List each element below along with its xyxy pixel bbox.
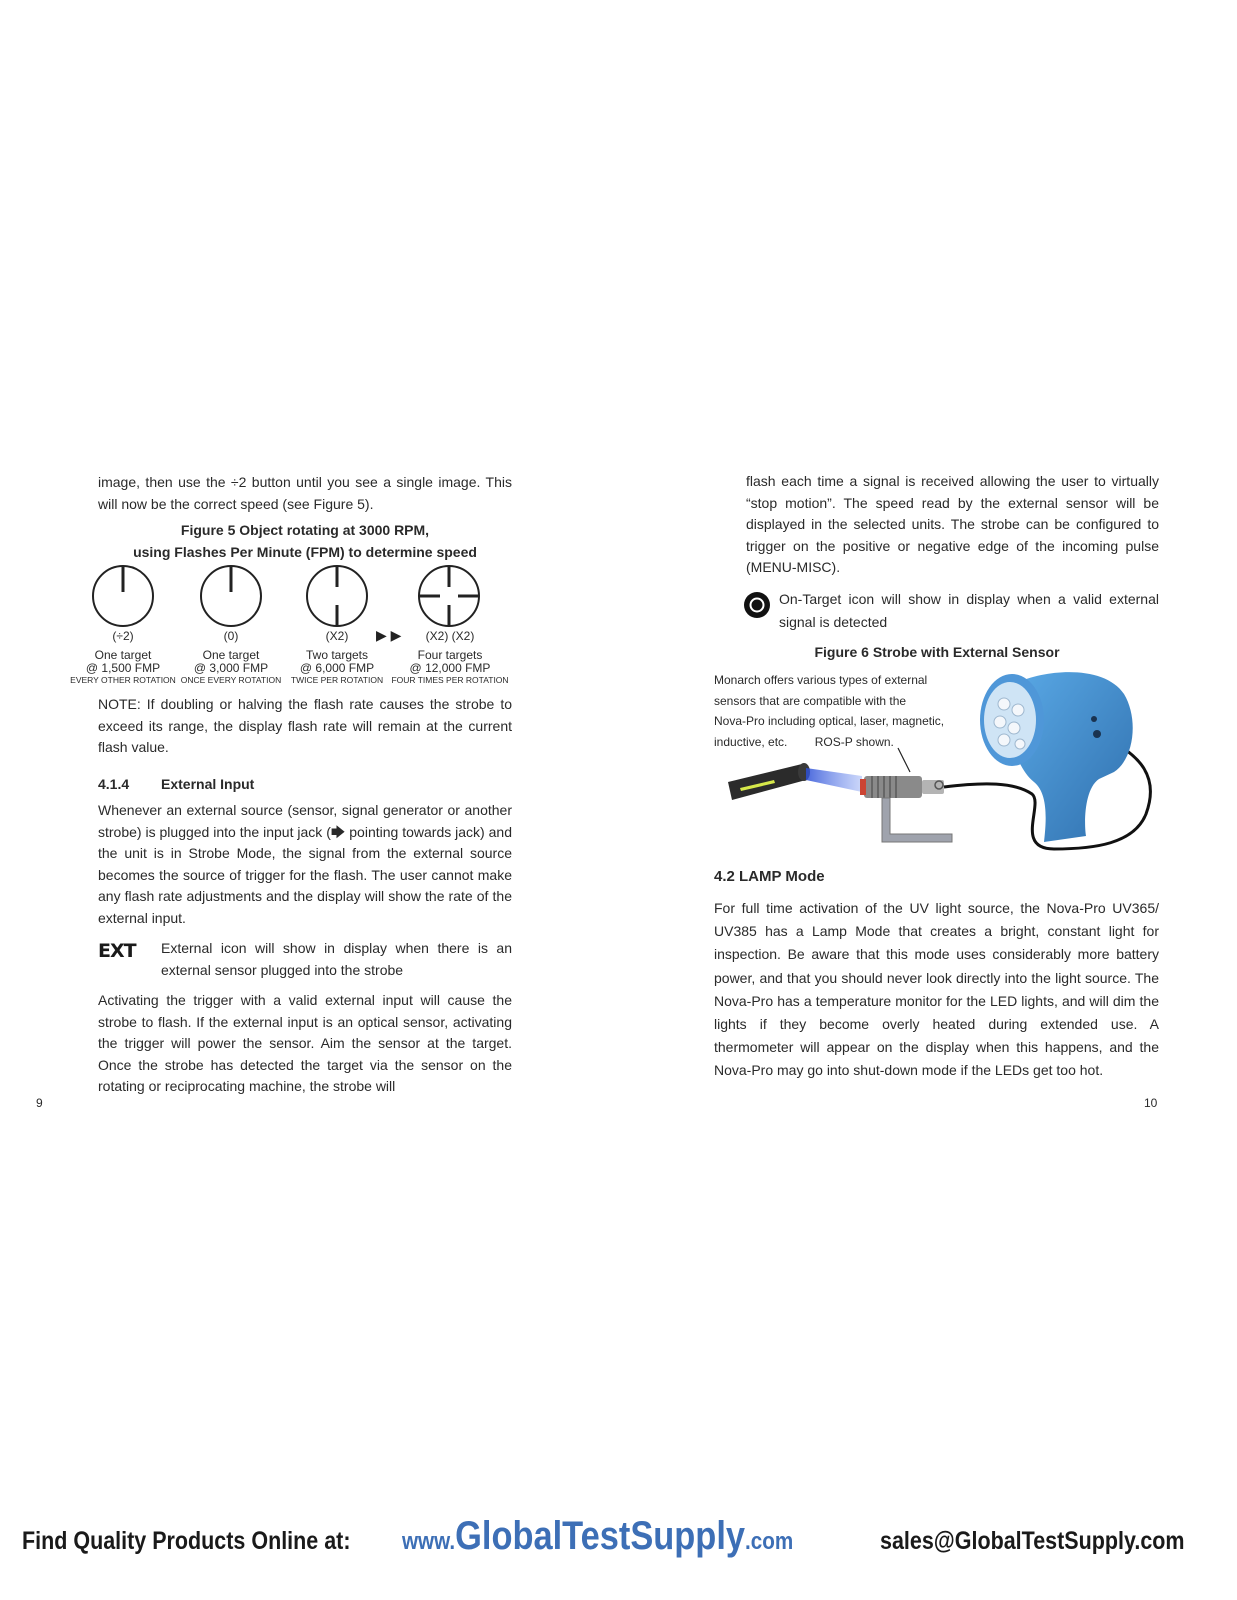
figure5-label-3 — [277, 630, 397, 686]
url-main: GlobalTestSupply — [455, 1514, 746, 1558]
ext-icon: EXT — [98, 940, 136, 962]
note-label: FOUR TIMES PER ROTATION — [391, 675, 509, 685]
note-paragraph: NOTE: If doubling or halving the flash rate causes the strobe to exceed its range, the display flash rate will remain at the current flash value. — [98, 696, 512, 755]
url-suffix: .com — [745, 1528, 794, 1555]
disc-one-target — [201, 566, 261, 626]
external-input-paragraph: Whenever an external source (sensor, signal generator or another strobe) is plugged into the input jack (🡆 pointing towards jack) and the unit is in Strobe Mode, the signal from the external source becomes the source of trigger for the flash. The user cannot make any flash rate adjustments and the display will show the rate of the external input. — [98, 802, 512, 926]
rotating-shaft — [728, 763, 810, 800]
nova-pro-strobe — [980, 672, 1133, 842]
description-line: Monarch offers various types of external — [714, 673, 928, 687]
sensor-ros-p — [860, 776, 952, 842]
figure5-label-2 — [171, 630, 291, 686]
url-prefix: www. — [402, 1528, 456, 1555]
continued-paragraph: flash each time a signal is received allowing the user to virtually “stop motion”. The speed read by the external sensor will be displayed in the selected units. The strobe can be configured to trigger on the positive or negative edge of the incoming pulse (MENU-MISC). — [746, 473, 1159, 575]
on-target-description: On-Target icon will show in display when a valid external signal is detected — [779, 591, 1159, 630]
rate-label: @ 3,000 FMP — [193, 661, 269, 675]
mode-label: (0) — [223, 629, 239, 643]
figure6-description — [714, 670, 974, 752]
description-line: sensors that are compatible with the — [714, 693, 907, 708]
lamp-mode-paragraph: For full time activation of the UV light source, the Nova-Pro UV365/ UV385 has a Lamp Mode that creates a bright, constant light for inspection. Be aware that this mode uses considerably more battery power, and that you should never look directly into the light source. The Nova-Pro has a temperature monitor for the LED lights, and will dim the lights if they become overly heated during extended use. A thermometer will appear on the display when this happens, and the Nova-Pro may go into shut-down mode if the LEDs get too hot. — [714, 900, 1159, 1079]
section-number-4-1-4: 4.1.4 — [98, 776, 130, 792]
rate-label: @ 6,000 FMP — [299, 661, 375, 675]
mode-label: (÷2) — [112, 629, 134, 643]
rate-label: @ 1,500 FMP — [85, 661, 161, 675]
page-number-left: 9 — [36, 1096, 43, 1110]
footer-email[interactable]: sales@GlobalTestSupply.com — [880, 1527, 1185, 1555]
description-line — [714, 732, 974, 753]
figure5-label-4 — [390, 630, 510, 686]
ext-icon-description: External icon will show in display when there is an external sensor plugged into the strobe — [161, 940, 512, 978]
description-line-text: inductive, etc. — [714, 734, 788, 749]
disc-one-target-half — [93, 566, 153, 626]
on-target-icon — [742, 590, 772, 620]
section-title-lamp-mode: 4.2 LAMP Mode — [714, 868, 825, 885]
activating-paragraph: Activating the trigger with a valid external input will cause the strobe to flash. If the external input is an optical sensor, activating the trigger will power the sensor. Aim the sensor at the target. Once the strobe has detected the target via the sensor on the rotating or reciprocating machine, the strobe will — [98, 992, 512, 1094]
figure5-caption-line2: using Flashes Per Minute (FPM) to determine speed — [133, 544, 477, 560]
disc-two-targets — [307, 566, 367, 626]
sensor-beam — [806, 768, 862, 792]
figure5-label-1 — [63, 630, 183, 686]
section-title-external-input: External Input — [161, 776, 255, 792]
intro-paragraph: image, then use the ÷2 button until you see a single image. This will now be the correct speed (see Figure 5). — [98, 474, 512, 512]
note-label: ONCE EVERY ROTATION — [180, 675, 282, 685]
footer-url[interactable] — [402, 1514, 793, 1559]
figure6-caption: Figure 6 Strobe with External Sensor — [814, 644, 1060, 660]
mode-label: (X2) — [325, 629, 349, 643]
rate-label: @ 12,000 FMP — [409, 661, 491, 675]
figure5-caption-line1: Figure 5 Object rotating at 3000 RPM, — [180, 522, 430, 538]
targets-label: Two targets — [305, 648, 369, 662]
figure5-arrows: ▶ ▶ — [376, 627, 402, 643]
description-line: Nova-Pro including optical, laser, magnetic, — [714, 714, 945, 728]
mode-label: (X2) (X2) — [425, 629, 475, 643]
figure5-diagram — [60, 560, 530, 635]
footer-find-text: Find Quality Products Online at: — [22, 1527, 351, 1555]
targets-label: One target — [94, 648, 152, 662]
targets-label: Four targets — [417, 648, 483, 662]
ros-p-label: ROS-P shown. — [814, 734, 894, 749]
note-label: TWICE PER ROTATION — [290, 675, 384, 685]
targets-label: One target — [202, 648, 260, 662]
note-label: EVERY OTHER ROTATION — [70, 675, 176, 685]
disc-four-targets — [419, 566, 479, 626]
page-number-right: 10 — [1144, 1096, 1158, 1110]
